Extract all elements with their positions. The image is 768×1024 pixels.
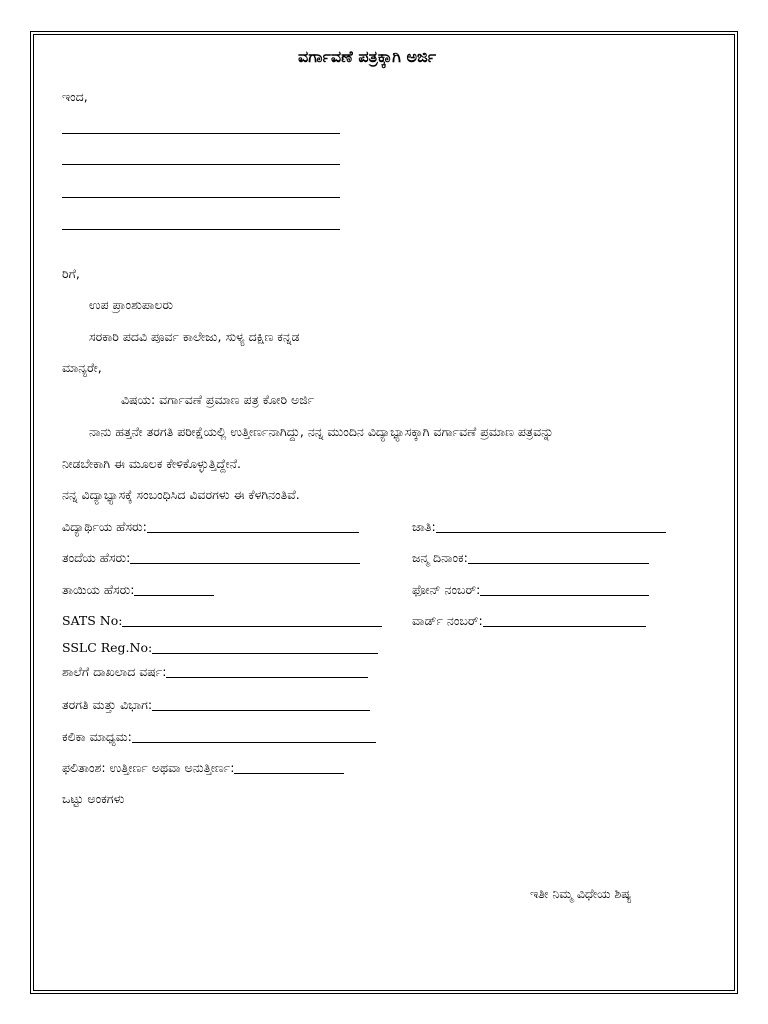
body-line-3: ನನ್ನ ವಿದ್ಯಾಭ್ಯಾಸಕ್ಕೆ ಸಂಬಂಧಿಸಿದ ವಿವರಗಳು ಈ ಕೆಳಗಿನಂತಿವೆ. [62,487,300,502]
result-label: ಫಲಿತಾಂಶ: ಉತ್ತೀರ್ಣ ಅಥವಾ ಅನುತ್ತೀರ್ಣ: [62,760,235,775]
class-section-field[interactable] [62,697,370,713]
class-section-label: ತರಗತಿ ಮತ್ತು ವಿಭಾಗ: [62,697,153,712]
dob-label: ಜನ್ಮ ದಿನಾಂಕ: [412,550,468,565]
ward-field[interactable] [412,613,646,629]
body-line-2: ನೀಡಬೇಕಾಗಿ ಈ ಮೂಲಕ ಕೇಳಿಕೊಳ್ಳುತ್ತಿದ್ದೇನೆ. [62,456,241,471]
sslc-label: SSLC Reg.No: [62,640,153,655]
medium-field[interactable] [62,729,376,745]
sats-label: SATS No: [62,613,123,628]
caste-blank[interactable] [436,520,666,533]
subject-line: ವಿಷಯ: ವರ್ಗಾವಣೆ ಪ್ರಮಾಣ ಪತ್ರ ಕೋರಿ ಅರ್ಜಿ [121,392,315,407]
closing-signature: ಇತೀ ನಿಮ್ಮ ವಿಧೇಯ ಶಿಷ್ಯ [530,886,632,901]
father-name-blank[interactable] [130,551,360,564]
body-line-1: ನಾನು ಹತ್ತನೇ ತರಗತಿ ಪರೀಕ್ಷೆಯಲ್ಲಿ ಉತ್ತೀರ್ಣನಾಗಿದ್ದು, ನನ್ನ ಮುಂದಿನ ವಿದ್ಯಾಭ್ಯಾಸಕ್ಕಾಗಿ ವರ್ಗಾವಣೆ ಪ್ರಮಾಣ ಪತ್ರವನ್ನು [89,424,554,439]
from-label: ಇಂದ, [62,89,88,104]
sslc-blank[interactable] [152,641,378,654]
recipient-designation: ಉಪ ಪ್ರಾಂಶುಪಾಲರು [89,297,174,312]
caste-label: ಜಾತಿ: [412,519,436,534]
mother-name-field[interactable] [62,582,214,598]
result-blank[interactable] [234,761,344,774]
student-name-field[interactable] [62,519,359,535]
phone-label: ಫೋನ್ ನಂಬರ್: [412,582,481,597]
student-name-label: ವಿದ್ಯಾರ್ಥಿಯ ಹೆಸರು: [62,519,147,534]
student-name-blank[interactable] [147,520,359,533]
dob-blank[interactable] [468,551,649,564]
admission-year-blank[interactable] [166,665,368,678]
medium-label: ಕಲಿಕಾ ಮಾಧ್ಯಮ: [62,729,132,744]
caste-field[interactable] [412,519,666,535]
phone-field[interactable] [412,582,649,598]
father-name-label: ತಂದೆಯ ಹೆಸರು: [62,550,131,565]
father-name-field[interactable] [62,550,360,566]
page-border-inner [33,34,735,991]
admission-year-label: ಶಾಲೆಗೆ ದಾಖಲಾದ ವರ್ಷ: [62,664,167,679]
sender-line-2 [62,164,340,165]
mother-name-blank[interactable] [134,583,214,596]
admission-year-field[interactable] [62,664,368,680]
result-field[interactable] [62,760,344,776]
sender-line-4 [62,229,340,230]
medium-blank[interactable] [132,730,376,743]
class-section-blank[interactable] [152,698,370,711]
phone-blank[interactable] [480,583,649,596]
total-marks-label: ಒಟ್ಟು ಅಂಕಗಳು [62,791,125,806]
recipient-institution: ಸರಕಾರಿ ಪದವಿ ಪೂರ್ವ ಕಾಲೇಜು, ಸುಳ್ಯ ದಕ್ಷಿಣ ಕನ್ನಡ [89,329,300,344]
sslc-field[interactable] [62,640,378,656]
ward-label: ವಾರ್ಡ್ ನಂಬರ್: [412,613,483,628]
sender-line-1 [62,133,340,134]
ward-blank[interactable] [483,614,646,627]
to-label: ರಿಗೆ, [62,266,80,281]
sats-field[interactable] [62,613,382,629]
page-title: ವರ್ಗಾವಣೆ ಪತ್ರಕ್ಕಾಗಿ ಅರ್ಜಿ [298,47,437,66]
mother-name-label: ತಾಯಿಯ ಹೆಸರು: [62,582,135,597]
sats-blank[interactable] [122,614,382,627]
salutation: ಮಾನ್ಯರೇ, [62,360,102,375]
dob-field[interactable] [412,550,649,566]
sender-line-3 [62,197,340,198]
